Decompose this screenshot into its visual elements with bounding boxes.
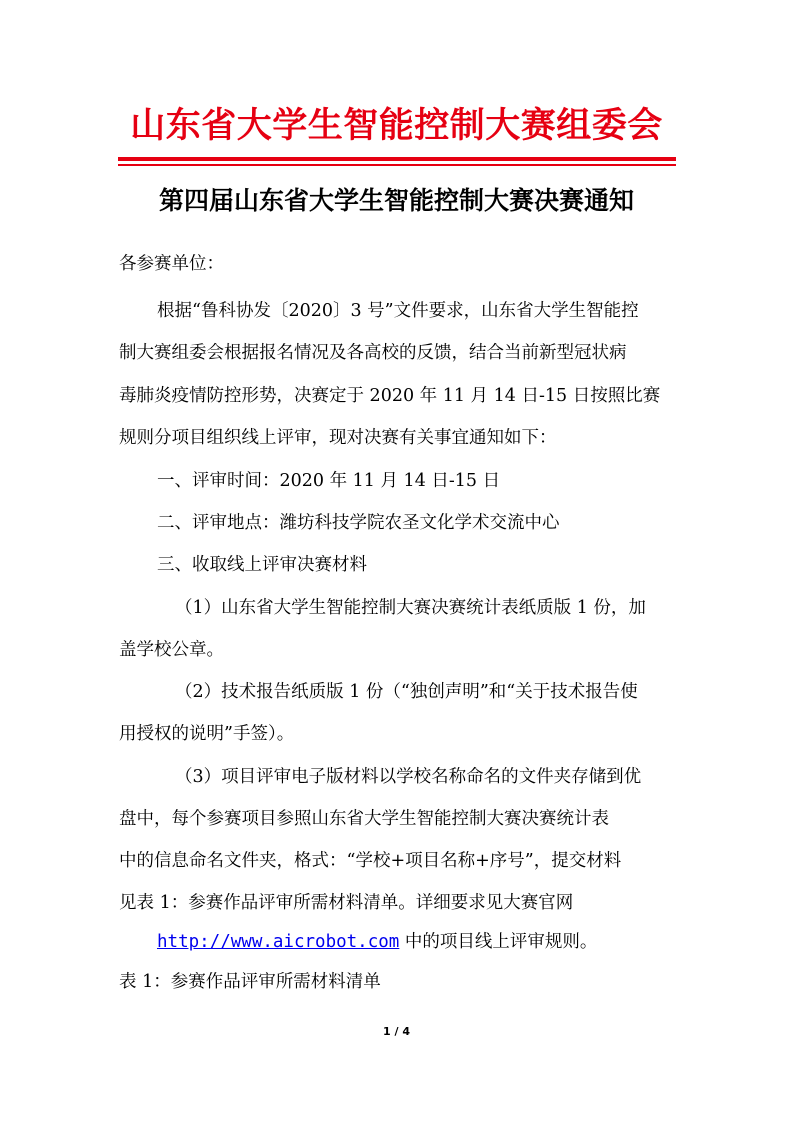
intro-line-1: 根据“鲁科协发〔2020〕3 号”文件要求，山东省大学生智能控 xyxy=(157,301,639,321)
official-site-link[interactable]: http://www.aicrobot.com xyxy=(157,932,400,952)
sub2-line-2: 用授权的说明”手签）。 xyxy=(119,724,295,744)
sub1-line-2: 盖学校公章。 xyxy=(119,640,224,660)
item-review-location: 二、评审地点：潍坊科技学院农圣文化学术交流中心 xyxy=(157,513,560,533)
header-rule-thin xyxy=(118,164,676,166)
sub3-line-1: （3）项目评审电子版材料以学校名称命名的文件夹存储到优 xyxy=(175,767,642,787)
sub3-line-4: 见表 1：参赛作品评审所需材料清单。详细要求见大赛官网 xyxy=(119,893,574,913)
link-suffix: 中的项目线上评审规则。 xyxy=(399,932,598,952)
org-header-title: 山东省大学生智能控制大赛组委会 xyxy=(130,106,663,146)
intro-line-3: 毒肺炎疫情防控形势，决赛定于 2020 年 11 月 14 日-15 日按照比赛 xyxy=(119,386,661,406)
sub3-line-3: 中的信息命名文件夹，格式：“学校+项目名称+序号”，提交材料 xyxy=(119,851,622,871)
page-number: 1 / 4 xyxy=(383,1025,410,1038)
sub3-line-2: 盘中，每个参赛项目参照山东省大学生智能控制大赛决赛统计表 xyxy=(119,809,609,829)
item-review-time: 一、评审时间：2020 年 11 月 14 日-15 日 xyxy=(157,471,501,491)
table-caption: 表 1：参赛作品评审所需材料清单 xyxy=(119,972,381,992)
link-line xyxy=(157,930,597,954)
notice-title: 第四届山东省大学生智能控制大赛决赛通知 xyxy=(158,186,634,215)
item-materials: 三、收取线上评审决赛材料 xyxy=(157,555,367,575)
intro-line-2: 制大赛组委会根据报名情况及各高校的反馈，结合当前新型冠状病 xyxy=(119,343,627,363)
salutation: 各参赛单位： xyxy=(119,254,224,274)
sub1-line-1: （1）山东省大学生智能控制大赛决赛统计表纸质版 1 份，加 xyxy=(175,598,646,618)
intro-line-4: 规则分项目组织线上评审，现对决赛有关事宜通知如下： xyxy=(119,428,557,448)
header-rule-thick xyxy=(118,157,676,161)
sub2-line-1: （2）技术报告纸质版 1 份（“独创声明”和“关于技术报告使 xyxy=(175,682,638,702)
